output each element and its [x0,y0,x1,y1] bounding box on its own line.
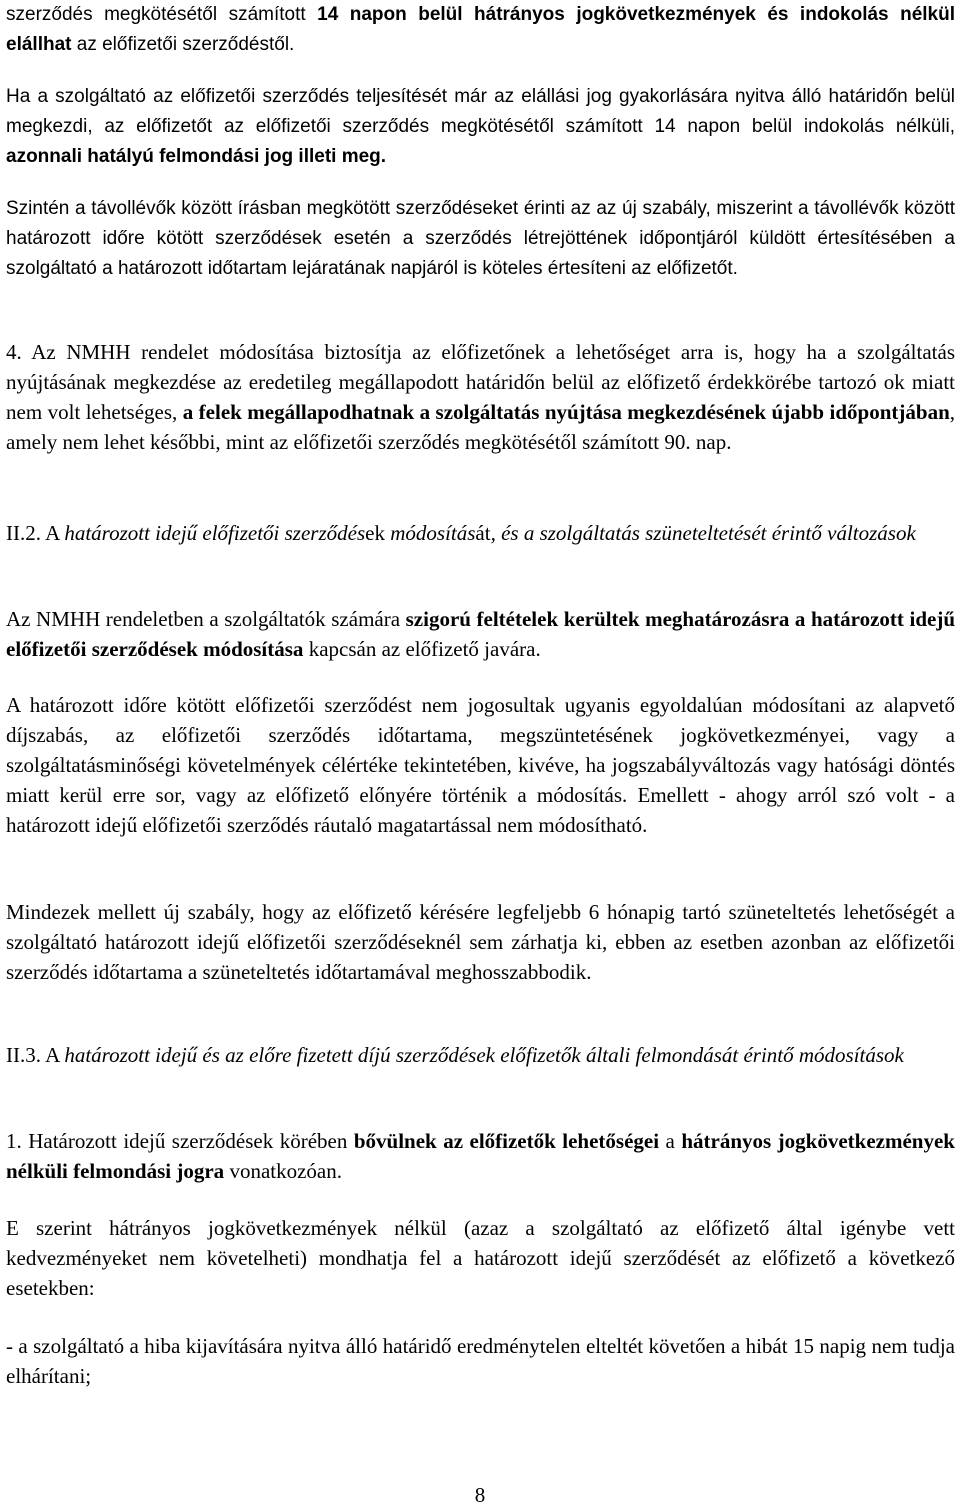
text-run: szerződés megkötésétől számított [6,4,318,25]
text-run: hátrányos jogkövetkezmények nélküli felmondási jogra [6,1129,955,1183]
text-run: 14 napon belül hátrányos jogkövetkezmények és indokolás nélkül elállhat [6,4,956,55]
text-run: szigorú feltételek kerültek meghatározásra a határozott idejű előfizetői szerződések módosítása [6,607,955,661]
text-run: azonnali hatályú felmondási jog illeti meg. [6,146,387,167]
text-run: kapcsán az előfizető javára. [303,637,541,661]
text-run: A határozott időre kötött előfizetői szerződést nem jogosultak ugyanis egyoldalúan módosítani az alapvető díjszabás, az előfizetői szerződés időtartama, megszüntetésének jogkövetkezményei, vagy a szolgáltatásminőségi követelmények célértéke tekintetében, kivéve, ha jogszabályváltozás vagy hatósági döntés miatt kerül erre sor, vagy az előfizető előnyére történik a módosítás. Emellett - ahogy arról szó volt - a határozott idejű előfizetői szerződés ráutaló magatartással nem módosítható. [6,693,955,837]
section-heading-2-2 [6,518,955,548]
text-run: Ha a szolgáltató az előfizetői szerződés teljesítését már az elállási jog gyakorlására nyitva álló határidőn belül megkezdi, az előfizetőt az előfizetői szerződés megkötésétől számított 14 napon belül indokolás nélküli, [6,86,955,137]
text-run: vonatkozóan. [224,1159,342,1183]
list-item-fault-repair [6,1331,955,1391]
section-heading-2-3 [6,1040,955,1070]
text-run: II.2. A [6,521,65,545]
text-run: 4. Az NMHH rendelet módosítása biztosítja az előfizetőnek a lehetőséget arra is, hogy ha a szolgáltatás nyújtásának megkezdése az eredetileg megállapodott határidőn belül az előfizető érdekkörébe tartozó ok miatt nem volt lehetséges, [6,340,955,424]
text-run: II.3. A [6,1043,65,1067]
paragraph-unilateral-modification [6,690,955,840]
text-run: módosítás [390,521,476,545]
text-run: a felek megállapodhatnak a szolgáltatás nyújtása megkezdésének újabb időpontjában [182,400,950,424]
text-run: határozott idejű és az előre fizetett díjú szerződések előfizetők általi felmondását érintő módosítások [64,1043,904,1067]
text-run: határozott idejű előfizetői szerződés [64,521,366,545]
text-run: az előfizetői szerződéstől. [71,34,295,55]
text-run: Szintén a távollévők között írásban megkötött szerződéseket érinti az az új szabály, miszerint a távollévők között határozott időre kötött szerződések esetén a szerződés létrejöttének időpontjáról küldött értesítésében a szolgáltató a határozott időtartam lejáratának napjáról is köteles értesíteni az előfizetőt. [6,198,955,279]
text-run: 1. Határozott idejű szerződések körében [6,1129,354,1153]
paragraph-termination-cases [6,1213,955,1303]
text-run: a [659,1129,682,1153]
paragraph-distance-contracts [6,194,955,284]
text-run: bővülnek az előfizetők lehetőségei [353,1129,660,1153]
text-run: , amely nem lehet későbbi, mint az előfizetői szerződés megkötésétől számított 90. nap. [6,400,955,454]
page-number: 8 [474,1483,486,1507]
paragraph-suspension [6,897,955,987]
paragraph-termination-rights [6,1126,955,1186]
text-run: át [475,521,491,545]
text-run: Az NMHH rendeletben a szolgáltatók számára [6,607,406,631]
paragraph-withdrawal-right [6,0,955,60]
text-run: , és a szolgáltatás szüneteltetését érintő változások [490,521,916,545]
paragraph-strict-conditions [6,604,955,664]
paragraph-immediate-termination [6,82,955,172]
text-run: E szerint hátrányos jogkövetkezmények nélkül (azaz a szolgáltató az előfizető által igénybe vett kedvezményeket nem követelheti) mondhatja fel a határozott idejű szerződését az előfizető a következő esetekben: [6,1216,955,1300]
text-run: - a szolgáltató a hiba kijavítására nyitva álló határidő eredménytelen elteltét követően a hibát 15 napig nem tudja elhárítani; [6,1334,955,1388]
paragraph-nmhh-service-start [6,337,955,457]
text-run: ek [365,521,391,545]
text-run: Mindezek mellett új szabály, hogy az előfizető kérésére legfeljebb 6 hónapig tartó szüneteltetés lehetőségét a szolgáltató határozott idejű előfizetői szerződéseknél sem zárhatja ki, ebben az esetben azonban az előfizetői szerződés időtartama a szüneteltetés időtartamával meghosszabbodik. [6,900,955,984]
